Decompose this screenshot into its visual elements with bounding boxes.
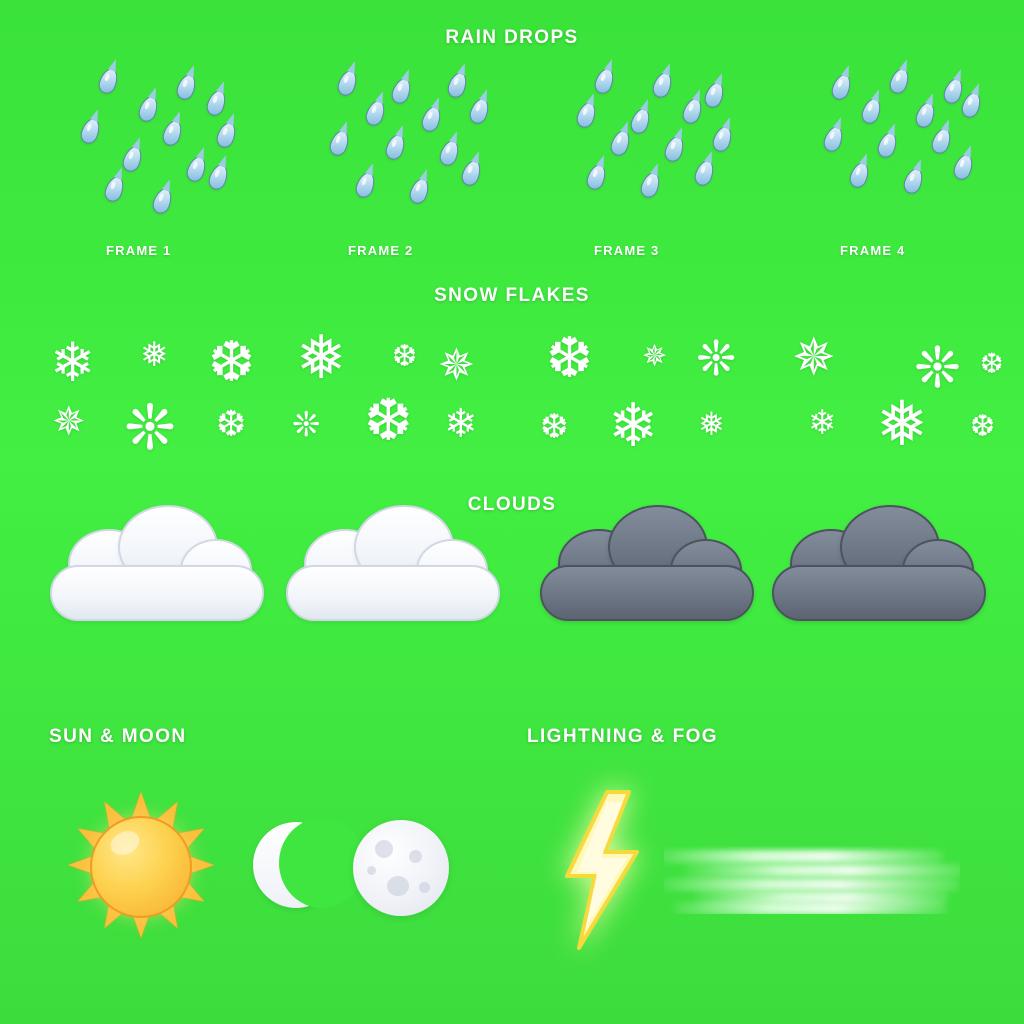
rain-drop	[929, 126, 954, 156]
rain-frame-1[interactable]	[78, 68, 258, 228]
rain-frame-4[interactable]	[813, 68, 993, 228]
rain-drop	[389, 76, 414, 106]
snowflake-icon: ❆	[980, 348, 1004, 379]
rain-drop	[184, 154, 209, 184]
rain-drop	[574, 100, 599, 130]
snowflake-icon: ✵	[52, 400, 86, 444]
snowflake-icon: ❄	[444, 402, 478, 446]
rain-drop	[353, 170, 378, 200]
rain-drop	[160, 118, 185, 148]
snowflake-icon: ❆	[540, 408, 569, 446]
rain-drop	[174, 72, 199, 102]
rain-drop	[829, 72, 854, 102]
snowflake-icon: ❄	[608, 392, 659, 459]
sun-ray	[132, 792, 150, 818]
rain-drop	[628, 106, 653, 136]
rain-drop	[887, 66, 912, 96]
snow-group-3[interactable]	[536, 320, 776, 470]
rain-drop	[96, 66, 121, 96]
snowflake-icon: ❊	[696, 333, 737, 386]
frame-label-1: FRAME 1	[106, 243, 172, 258]
rain-drop	[206, 162, 231, 192]
snowflake-icon: ❄	[50, 333, 96, 393]
section-title-rain: RAIN DROPS	[445, 27, 579, 48]
rain-drop	[78, 116, 103, 146]
rain-drop	[941, 76, 966, 106]
snowflake-icon: ❊	[914, 336, 961, 399]
rain-drop	[901, 166, 926, 196]
cloud-light-2[interactable]	[286, 527, 496, 627]
snowflake-icon: ✵	[642, 340, 668, 373]
rain-drop	[204, 88, 229, 118]
rain-drop	[913, 100, 938, 130]
snowflake-icon: ❊	[292, 406, 321, 444]
rain-drop	[592, 66, 617, 96]
rain-drop	[847, 160, 872, 190]
snowflake-icon: ❆	[970, 410, 996, 443]
snow-group-1[interactable]	[40, 320, 280, 470]
snow-group-2[interactable]	[288, 320, 528, 470]
rain-frame-3[interactable]	[568, 68, 748, 228]
rain-drop	[710, 124, 735, 154]
frame-label-2: FRAME 2	[348, 243, 414, 258]
rain-drop	[136, 94, 161, 124]
section-title-snow: SNOW FLAKES	[434, 285, 590, 306]
lightning-bolt-icon[interactable]	[545, 790, 655, 950]
rain-drop	[445, 70, 470, 100]
cloud-light-1[interactable]	[50, 527, 260, 627]
rain-drop	[584, 162, 609, 192]
snowflake-icon: ❆	[364, 388, 413, 453]
rain-drop	[327, 128, 352, 158]
crescent-moon-icon[interactable]	[253, 822, 339, 914]
rain-drop	[662, 134, 687, 164]
snowflake-icon: ❅	[876, 390, 928, 459]
rain-drop	[335, 68, 360, 98]
snowflake-icon: ❆	[546, 326, 593, 389]
rain-drop	[419, 104, 444, 134]
section-title-sun-moon: SUN & MOON	[49, 726, 187, 747]
frame-label-3: FRAME 3	[594, 243, 660, 258]
rain-drop	[467, 96, 492, 126]
section-title-lightning-fog: LIGHTNING & FOG	[527, 726, 718, 747]
rain-drop	[638, 170, 663, 200]
rain-drop	[680, 96, 705, 126]
snowflake-icon: ❆	[392, 340, 418, 373]
fog-bank-icon[interactable]	[664, 846, 960, 914]
rain-drop	[363, 98, 388, 128]
snowflake-icon: ❅	[296, 324, 347, 391]
rain-drop	[383, 132, 408, 162]
rain-drop	[859, 96, 884, 126]
snowflake-icon: ❅	[140, 336, 169, 374]
frame-label-4: FRAME 4	[840, 243, 906, 258]
snowflake-icon: ❅	[698, 406, 725, 442]
rain-drop	[437, 138, 462, 168]
rain-drop	[650, 70, 675, 100]
cloud-dark-1[interactable]	[540, 527, 750, 627]
rain-drop	[692, 158, 717, 188]
snowflake-icon: ✵	[792, 329, 836, 387]
rain-drop	[459, 158, 484, 188]
sun-icon[interactable]	[64, 790, 214, 940]
rain-drop	[214, 120, 239, 150]
rain-drop	[702, 80, 727, 110]
rain-drop	[821, 124, 846, 154]
rain-drop	[407, 176, 432, 206]
rain-drop	[102, 174, 127, 204]
cloud-dark-2[interactable]	[772, 527, 982, 627]
snowflake-icon: ❄	[808, 404, 837, 442]
rain-drop	[959, 90, 984, 120]
rain-drop	[608, 128, 633, 158]
snowflake-icon: ❊	[124, 394, 176, 463]
rain-frame-2[interactable]	[323, 68, 503, 228]
snowflake-icon: ❆	[216, 403, 247, 444]
rain-drop	[951, 152, 976, 182]
snowflake-icon: ❆	[208, 330, 255, 393]
rain-drop	[150, 186, 175, 216]
full-moon-icon[interactable]	[353, 820, 449, 916]
section-title-clouds: CLOUDS	[467, 494, 557, 515]
snow-group-4[interactable]	[784, 320, 1024, 470]
rain-drop	[875, 130, 900, 160]
snowflake-icon: ✵	[438, 341, 475, 390]
